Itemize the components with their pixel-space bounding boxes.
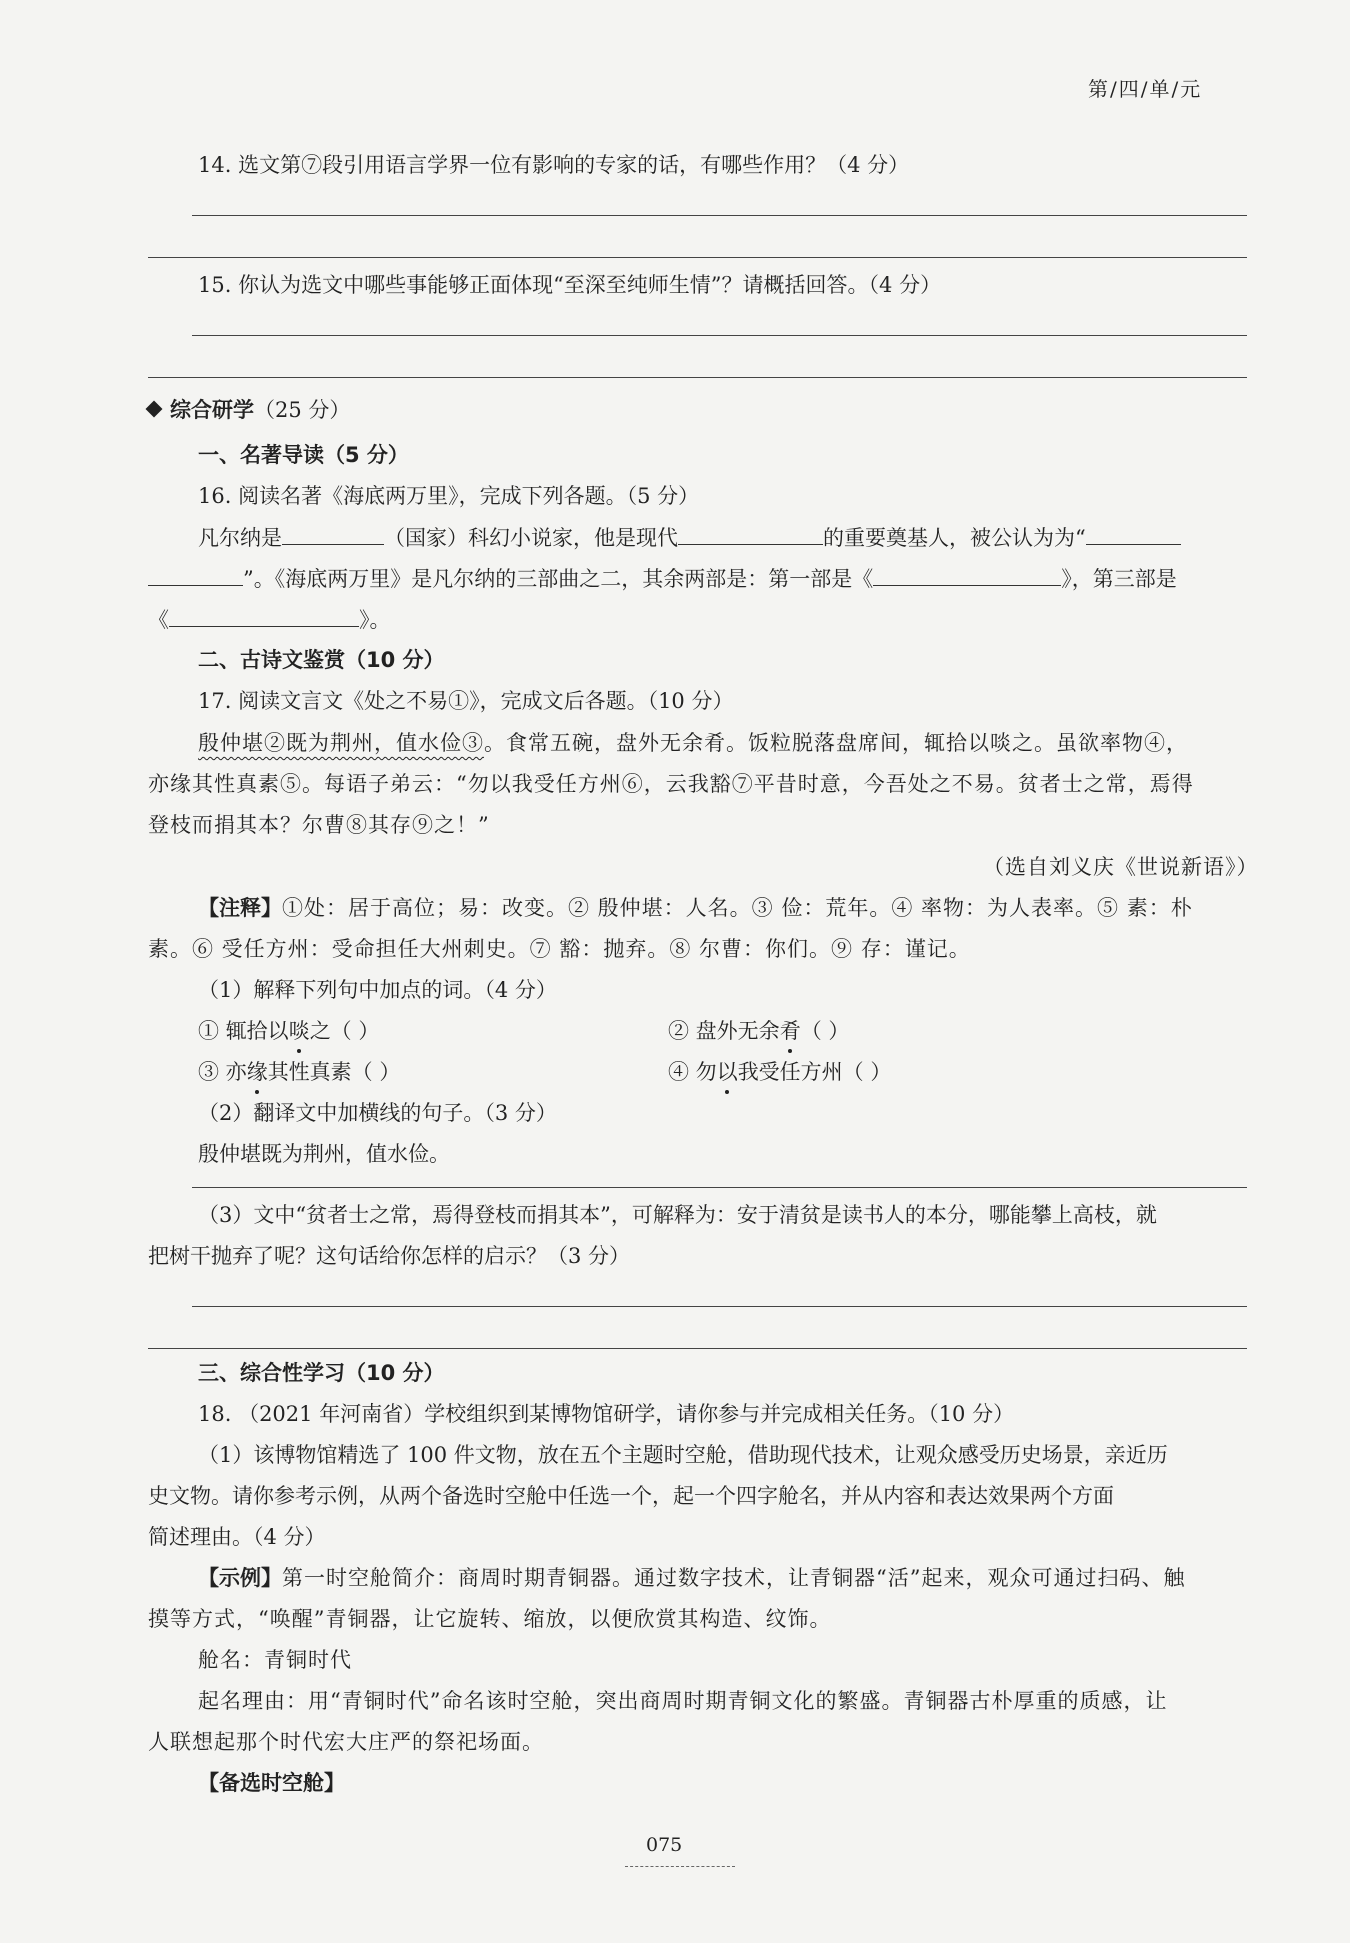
item-2: ② 盘外无余肴（ ） — [668, 1016, 849, 1046]
alt-cabin-label: 【备选时空舱】 — [198, 1771, 345, 1795]
blank-title-part2[interactable] — [148, 563, 243, 586]
answer-line[interactable] — [192, 1187, 1247, 1188]
blank-country[interactable] — [282, 522, 384, 545]
example-line-2: 摸等方式，“唤醒”青铜器，让它旋转、缩放，以便欣赏其构造、纹饰。 — [148, 1607, 832, 1631]
cabin-name: 舱名：青铜时代 — [198, 1648, 352, 1672]
dotted-word: 缘 — [247, 1057, 268, 1087]
passage-line-1: 殷仲堪②既为荆州，值水俭③。食常五碗，盘外无余肴。饭粒脱落盘席间，辄拾以啖之。虽欲率物④， — [198, 731, 1188, 755]
dotted-word: 肴 — [780, 1016, 801, 1046]
item-3: ③ 亦缘其性真素（ ） — [198, 1057, 400, 1087]
section-title: 综合研学（25 分） — [148, 395, 350, 425]
sub-question-18-1-line-3: 简述理由。（4 分） — [148, 1525, 326, 1549]
sub-question-17-2: （2）翻译文中加横线的句子。（3 分） — [198, 1101, 557, 1125]
dotted-word: 以 — [717, 1057, 738, 1087]
answer-line[interactable] — [192, 335, 1247, 336]
passage-source: （选自刘义庆《世说新语》） — [983, 855, 1259, 879]
sub-question-17-3-line-2: 把树干抛弃了呢？这句话给你怎样的启示？（3 分） — [148, 1244, 631, 1268]
question-16: 16. 阅读名著《海底两万里》，完成下列各题。（5 分） — [198, 484, 700, 508]
answer-line[interactable] — [192, 215, 1247, 216]
page-number-underline — [625, 1866, 735, 1867]
blank-first-book[interactable] — [873, 563, 1061, 586]
fill-line-2: ”。《海底两万里》是凡尔纳的三部曲之二，其余两部是：第一部是《 》，第三部是 — [148, 563, 1177, 594]
dotted-word: 啖 — [289, 1016, 310, 1046]
sub-question-18-1-line-1: （1）该博物馆精选了 100 件文物，放在五个主题时空舱，借助现代技术，让观众感受历史场景，亲近历 — [198, 1443, 1168, 1467]
question-15: 15. 你认为选文中哪些事能够正面体现“至深至纯师生情”？请概括回答。（4 分） — [198, 273, 942, 297]
item-4: ④ 勿以我受任方州（ ） — [668, 1057, 891, 1087]
notes-line-1: 【注释】①处：居于高位；易：改变。② 殷仲堪：人名。③ 俭：荒年。④ 率物：为人表率。⑤ 素：朴 — [198, 896, 1193, 920]
answer-line[interactable] — [148, 377, 1247, 378]
translate-sentence: 殷仲堪既为荆州，值水俭。 — [198, 1142, 450, 1166]
answer-line[interactable] — [148, 257, 1247, 258]
reason-line-1: 起名理由：用“青铜时代”命名该时空舱，突出商周时期青铜文化的繁盛。青铜器古朴厚重的质感，让 — [198, 1689, 1168, 1713]
page-number: 075 — [646, 1834, 683, 1856]
blank-title-part1[interactable] — [1086, 522, 1181, 545]
reason-line-2: 人联想起那个时代宏大庄严的祭祀场面。 — [148, 1730, 544, 1754]
blank-genre[interactable] — [678, 522, 823, 545]
wavy-underlined-sentence: 殷仲堪②既为荆州，值水俭③ — [198, 731, 484, 755]
passage-line-2: 亦缘其性真素⑤。每语子弟云：“勿以我受任方州⑥，云我豁⑦平昔时意，今吾处之不易。贫者士之常，焉得 — [148, 772, 1194, 796]
notes-line-2: 素。⑥ 受任方州：受命担任大州刺史。⑦ 豁：抛弃。⑧ 尔曹：你们。⑨ 存：谨记。 — [148, 937, 971, 961]
part2-heading: 二、古诗文鉴赏（10 分） — [198, 648, 445, 672]
question-18: 18. （2021 年河南省）学校组织到某博物馆研学，请你参与并完成相关任务。（10 分） — [198, 1402, 1015, 1426]
sub-question-18-1-line-2: 史文物。请你参考示例，从两个备选时空舱中任选一个，起一个四字舱名，并从内容和表达效果两个方面 — [148, 1484, 1114, 1508]
passage-line-3: 登枝而捐其本？尔曹⑧其存⑨之！” — [148, 813, 490, 837]
blank-third-book[interactable] — [169, 604, 359, 627]
answer-line[interactable] — [148, 1348, 1247, 1349]
fill-line-3: 《 》。 — [148, 604, 391, 635]
item-1: ① 辄拾以啖之（ ） — [198, 1016, 379, 1046]
sub-question-17-1: （1）解释下列句中加点的词。（4 分） — [198, 978, 557, 1002]
part1-heading: 一、名著导读（5 分） — [198, 443, 409, 467]
diamond-icon — [146, 401, 163, 418]
sub-question-17-3-line-1: （3）文中“贫者士之常，焉得登枝而捐其本”，可解释为：安于清贫是读书人的本分，哪能攀上高枝，就 — [198, 1203, 1157, 1227]
example-line-1: 【示例】第一时空舱简介：商周时期青铜器。通过数字技术，让青铜器“活”起来，观众可通过扫码、触 — [198, 1566, 1186, 1590]
unit-label: 第/四/单/元 — [1088, 77, 1203, 101]
answer-line[interactable] — [192, 1306, 1247, 1307]
question-14: 14. 选文第⑦段引用语言学界一位有影响的专家的话，有哪些作用？（4 分） — [198, 153, 910, 177]
question-17: 17. 阅读文言文《处之不易①》，完成文后各题。（10 分） — [198, 689, 734, 713]
part3-heading: 三、综合性学习（10 分） — [198, 1361, 445, 1385]
fill-line-1: 凡尔纳是 （国家）科幻小说家，他是现代 的重要奠基人，被公认为为“ — [198, 522, 1181, 553]
